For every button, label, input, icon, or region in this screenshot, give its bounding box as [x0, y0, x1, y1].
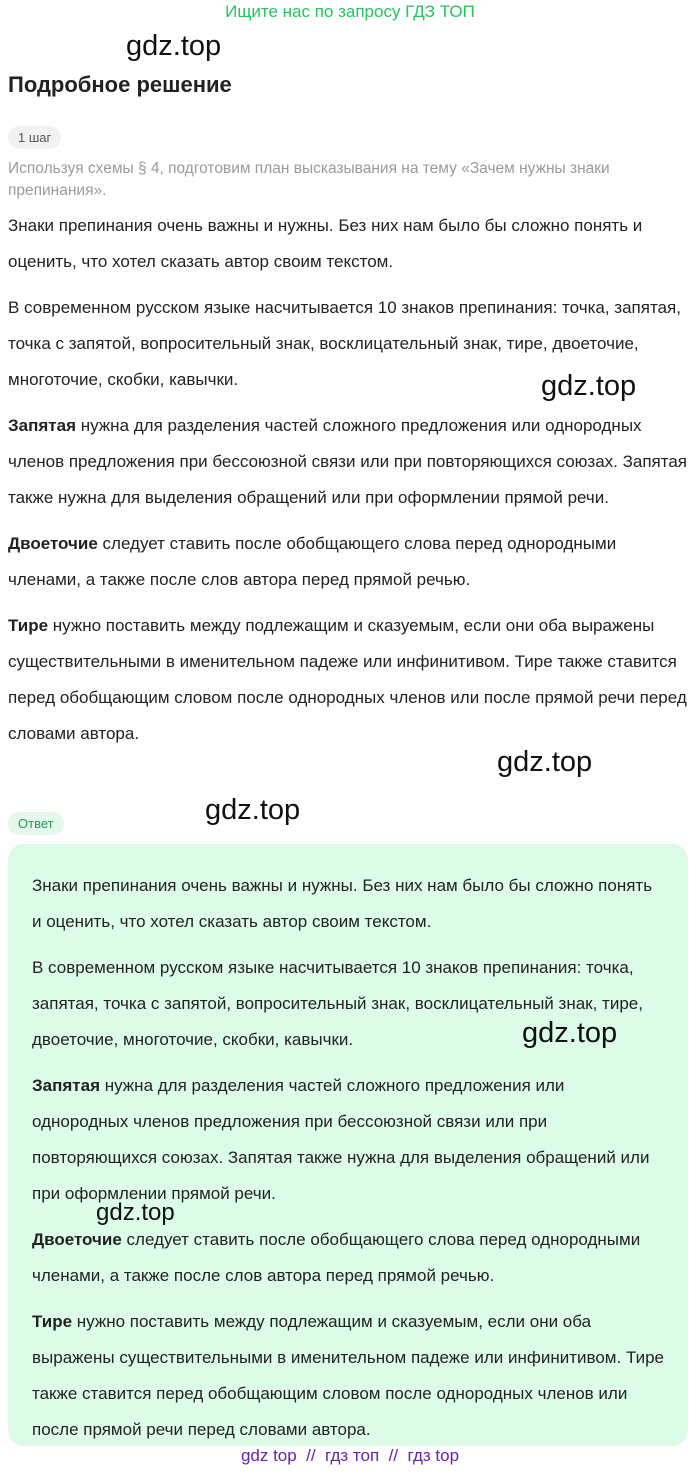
- search-banner: Ищите нас по запросу ГДЗ ТОП: [225, 2, 475, 21]
- term-dash: Тире: [32, 1312, 73, 1331]
- paragraph-text: нужна для разделения частей сложного предложения или однородных членов предложения при бессоюзной связи или при повторяющихся союзах. Запятая также нужна для выделения обращений или при оформлении прямой речи.: [32, 1076, 650, 1203]
- watermark: gdz.top: [522, 1017, 618, 1049]
- term-colon: Двоеточие: [32, 1230, 122, 1249]
- term-comma: Запятая: [32, 1076, 100, 1095]
- solution-paragraph: [8, 408, 688, 516]
- page-title: Подробное решение: [8, 72, 232, 97]
- answer-paragraph: Знаки препинания очень важны и нужны. Без них нам было бы сложно понять и оценить, что хотел сказать автор своим текстом.: [32, 876, 653, 931]
- solution-paragraph: [8, 526, 688, 598]
- paragraph-text: нужно поставить между подлежащим и сказуемым, если они оба выражены существительными в именительном падеже или инфинитивом. Тире также ставится перед обобщающим словом после однородных членов или после прямой речи перед словами автора.: [8, 616, 687, 743]
- answer-paragraph: [32, 1068, 664, 1212]
- solution-body: [8, 208, 688, 762]
- term-comma: Запятая: [8, 416, 76, 435]
- watermark: gdz.top: [96, 1199, 175, 1226]
- task-text: Используя схемы § 4, подготовим план высказывания на тему «Зачем нужны знаки препинания».: [8, 160, 610, 199]
- term-dash: Тире: [8, 616, 49, 635]
- answer-paragraph: [32, 1222, 664, 1294]
- solution-paragraph: Знаки препинания очень важны и нужны. Без них нам было бы сложно понять и оценить, что хотел сказать автор своим текстом.: [8, 216, 643, 271]
- answer-paragraph: [32, 1304, 664, 1448]
- watermark: gdz.top: [205, 794, 301, 826]
- paragraph-text: нужна для разделения частей сложного предложения или однородных членов предложения при бессоюзной связи или при повторяющихся союзах. Запятая также нужна для выделения обращений или при оформлении прямой речи.: [8, 416, 687, 507]
- solution-paragraph: В современном русском языке насчитывается 10 знаков препинания: точка, запятая, точка с запятой, вопросительный знак, восклицательный знак, тире, двоеточие, многоточие, скобки, кавычки.: [8, 298, 681, 389]
- watermark: gdz.top: [126, 30, 222, 62]
- footer-links: gdz top // гдз топ // гдз top: [240, 1446, 460, 1465]
- paragraph-text: следует ставить после обобщающего слова перед однородными членами, а также после слов автора перед прямой речью.: [8, 534, 617, 589]
- answer-body: [32, 868, 664, 1458]
- step-badge: 1 шаг: [8, 126, 61, 149]
- paragraph-text: нужно поставить между подлежащим и сказуемым, если они оба выражены существительными в именительном падеже или инфинитивом. Тире также ставится перед обобщающим словом после однородных членов или после прямой речи перед словами автора.: [32, 1312, 664, 1439]
- answer-paragraph: В современном русском языке насчитывается 10 знаков препинания: точка, запятая, точка с запятой, вопросительный знак, восклицательный знак, тире, двоеточие, многоточие, скобки, кавычки.: [32, 958, 643, 1049]
- answer-badge: Ответ: [8, 812, 64, 835]
- solution-paragraph: [8, 608, 688, 752]
- watermark: gdz.top: [497, 746, 593, 778]
- paragraph-text: следует ставить после обобщающего слова перед однородными членами, а также после слов автора перед прямой речью.: [32, 1230, 641, 1285]
- watermark: gdz.top: [541, 370, 637, 402]
- term-colon: Двоеточие: [8, 534, 98, 553]
